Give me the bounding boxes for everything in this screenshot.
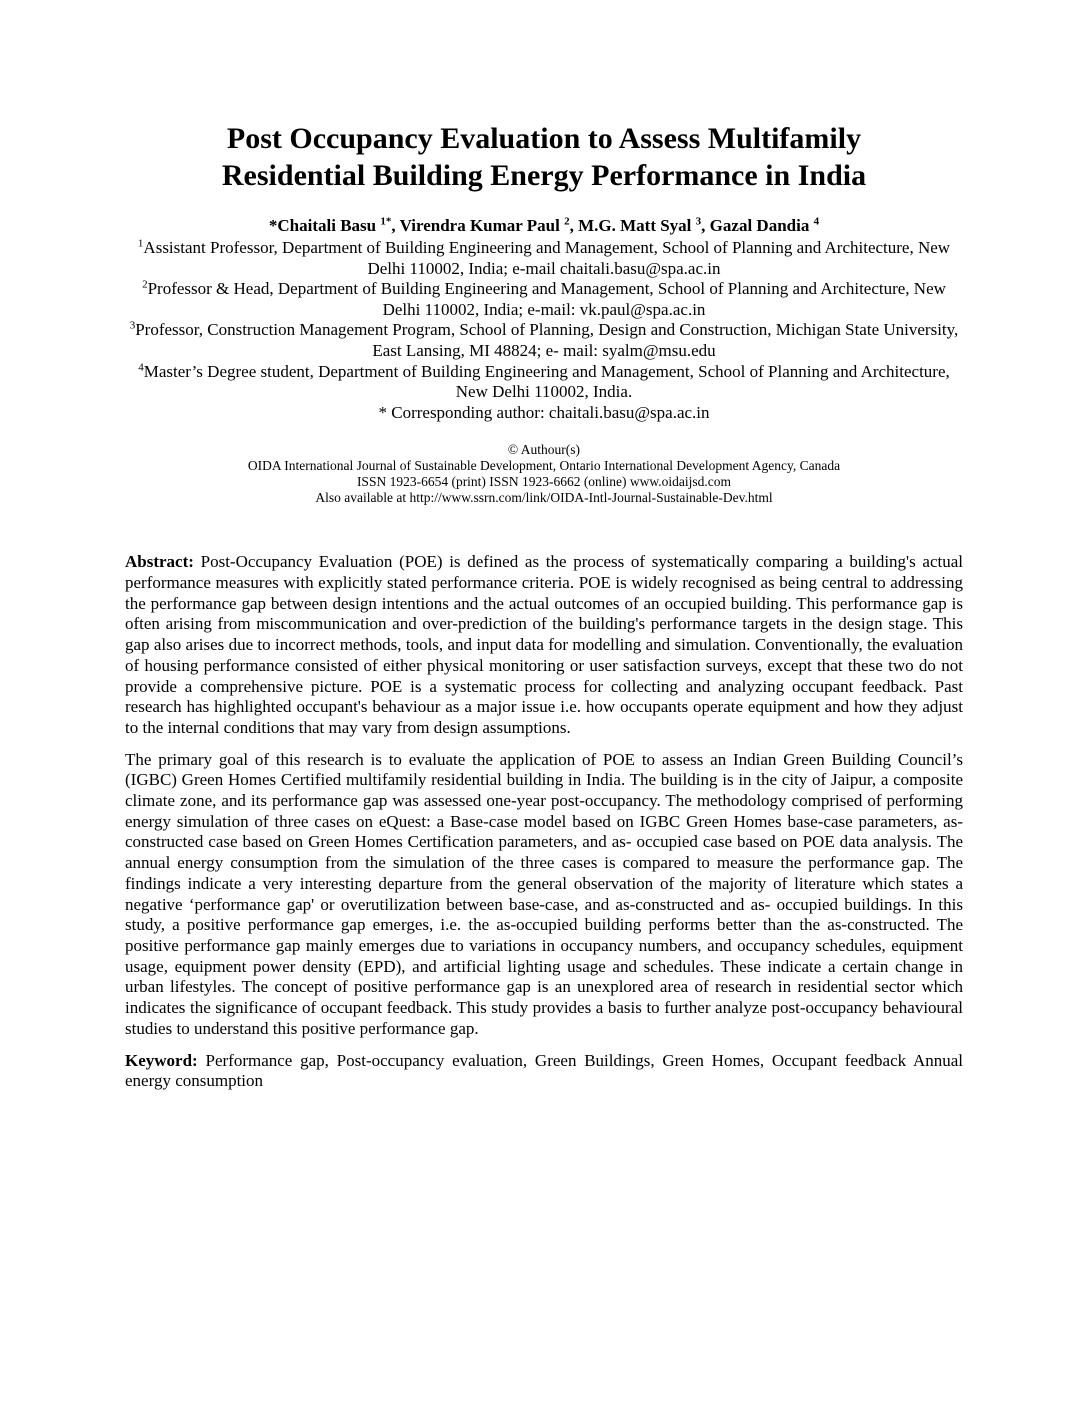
affiliation [125, 238, 963, 279]
page-content [125, 0, 963, 1092]
author-name: , M.G. Matt Syal [569, 216, 696, 235]
paper-title [125, 120, 963, 194]
paper-title-line2: Residential Building Energy Performance in India [221, 159, 867, 192]
abstract-paragraph [125, 552, 963, 738]
author-superscript: 1* [380, 215, 392, 228]
paper-title-line1: Post Occupancy Evaluation to Assess Multifamily [226, 122, 862, 155]
affiliation-text: Professor & Head, Department of Building Engineering and Management, School of Planning and Architecture, New Delhi 110002, India; e-mail: vk.paul@spa.ac.in [147, 279, 946, 319]
keywords-label: Keyword: [125, 1050, 198, 1070]
abstract-text: Post-Occupancy Evaluation (POE) is defined as the process of systematically comparing a building's actual performance measures with explicitly stated performance criteria. POE is widely recognised as being central to addressing the performance gap between design intentions and the actual outcomes of an occupied building. This performance gap is often arising from miscommunication and over-prediction of the building's performance targets in the design stage. This gap also arises due to incorrect methods, tools, and input data for modelling and simulation. Conventionally, the evaluation of housing performance consisted of either physical monitoring or user satisfaction surveys, except that these two do not provide a comprehensive picture. POE is a systematic process for collecting and analyzing occupant feedback. Past research has highlighted occupant's behaviour as a major issue i.e. how occupants operate equipment and how they adjust to the internal conditions that may vary from design assumptions. [125, 552, 963, 737]
affiliation-superscript: 2 [142, 278, 148, 291]
keywords-paragraph [125, 1051, 963, 1092]
abstract-label: Abstract: [125, 552, 194, 572]
affiliation-text: Master’s Degree student, Department of Building Engineering and Management, School of Planning and Architecture, New Delhi 110002, India. [143, 361, 950, 402]
corresponding-author: * Corresponding author: chaitali.basu@spa.ac.in [378, 402, 710, 422]
affiliation-text: Assistant Professor, Department of Building Engineering and Management, School of Planning and Architecture, New Delhi 110002, India; e-mail chaitali.basu@spa.ac.in [143, 238, 951, 278]
affiliation-superscript: 3 [129, 319, 136, 332]
journal-name: OIDA International Journal of Sustainable Development, Ontario International Development Agency, Canada [247, 458, 841, 474]
affiliation [125, 320, 963, 361]
author-name: , Virendra Kumar Paul [391, 216, 565, 235]
copyright-authors: © Authour(s) [507, 442, 581, 458]
affiliations-block [125, 238, 963, 423]
author-superscript: 3 [695, 215, 702, 228]
affiliation [125, 279, 963, 320]
body-paragraph: The primary goal of this research is to evaluate the application of POE to assess an Indian Green Building Council’s (IGBC) Green Homes Certified multifamily residential building in India. The building is in the city of Jaipur, a composite climate zone, and its performance gap was assessed one-year post-occupancy. The methodology comprised of performing energy simulation of three cases on eQuest: a Base-case model based on IGBC Green Homes base-case parameters, as-constructed case based on Green Homes Certification parameters, and as- occupied case based on POE data analysis. The annual energy consumption from the simulation of the three cases is compared to measure the performance gap. The findings indicate a very interesting departure from the general observation of the majority of literature which states a negative ‘performance gap' or overutilization between base-case, and as-constructed and as- occupied buildings. In this study, a positive performance gap emerges, i.e. the as-occupied building performs better than the as-constructed. The positive performance gap mainly emerges due to variations in occupancy numbers, and occupancy schedules, equipment usage, equipment power density (EPD), and artificial lighting usage and schedules. These indicate a certain change in urban lifestyles. The concept of positive performance gap is an unexplored area of research in residential sector which indicates the significance of occupant feedback. This study provides a basis to further analyze post-occupancy behavioural studies to understand this positive performance gap. [125, 749, 963, 1038]
author-name: *Chaitali Basu [268, 216, 381, 235]
paper-body [125, 552, 963, 1092]
issn-line: ISSN 1923-6654 (print) ISSN 1923-6662 (online) www.oidaijsd.com [356, 474, 732, 490]
affiliation [125, 362, 963, 403]
availability-line: Also available at http://www.ssrn.com/link/OIDA-Intl-Journal-Sustainable-Dev.html [315, 490, 773, 506]
author-line [125, 215, 963, 236]
affiliation-superscript: 4 [138, 360, 144, 373]
author-name: , Gazal Dandia [701, 216, 814, 235]
affiliation-text: Professor, Construction Management Program, School of Planning, Design and Construction, Michigan State University, East Lansing, MI 48824; e- mail: syalm@msu.edu [135, 320, 959, 360]
copyright-block [125, 442, 963, 506]
author-superscript: 2 [564, 215, 570, 228]
author-superscript: 4 [813, 215, 820, 228]
affiliation-superscript: 1 [137, 237, 144, 250]
keywords-text: Performance gap, Post-occupancy evaluation, Green Buildings, Green Homes, Occupant feedback Annual energy consumption [125, 1050, 963, 1091]
